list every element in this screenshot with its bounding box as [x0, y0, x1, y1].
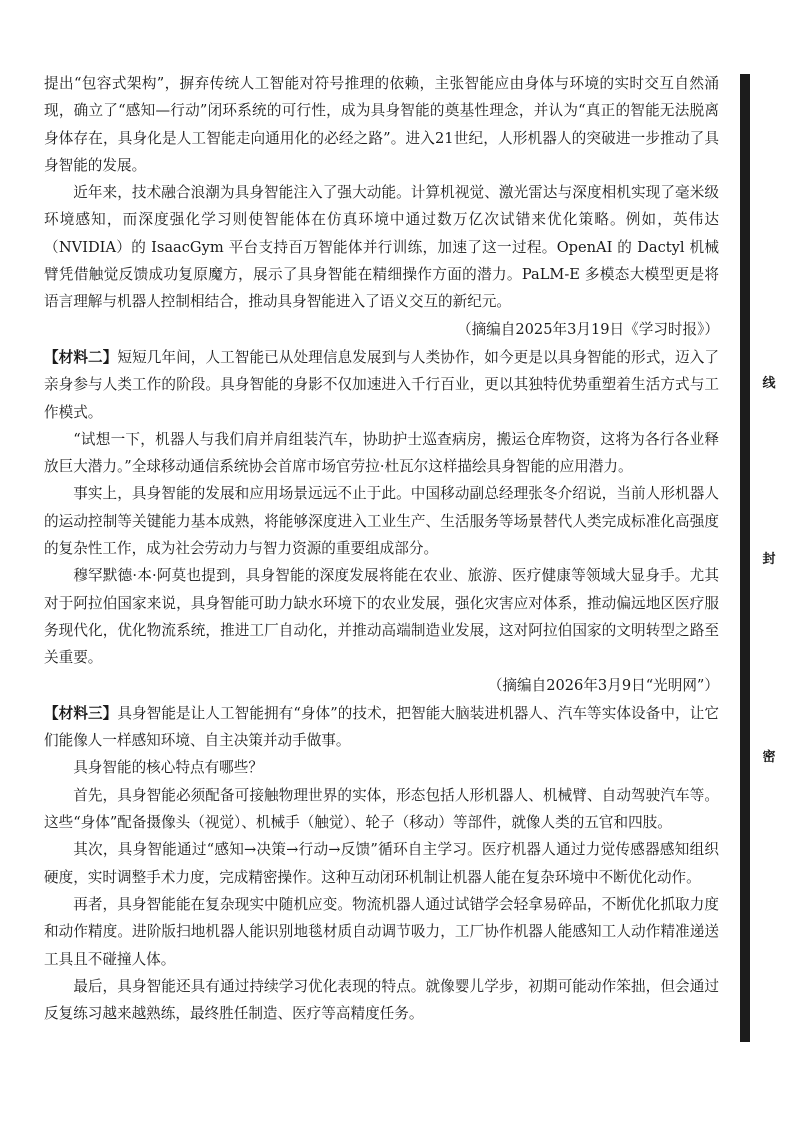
material-3-point-third: 再者，具身智能能在复杂现实中随机应变。物流机器人通过试错学会轻拿易碎品，不断优化抓取力度和动作精度。进阶版扫地机器人能识别地毯材质自动调节吸力，工厂协作机器人能感知工人动作精准递送工具且不碰撞人体。 — [44, 895, 719, 968]
material-2-paragraph-1 — [44, 344, 719, 426]
document-body — [44, 70, 719, 1027]
source-citation-2: （摘编自2026年3月9日“光明网”） — [487, 676, 719, 694]
paragraph-intro-continued: 提出“包容式架构”，摒弃传统人工智能对符号推理的依赖，主张智能应由身体与环境的实时交互自然涌现，确立了“感知—行动”闭环系统的可行性，成为具身智能的奠基性理念，并认为“真正的智能无法脱离身体存在，具身化是人工智能走向通用化的必经之路”。进入21世纪，人形机器人的突破进一步推动了具身智能的发展。 — [44, 75, 719, 174]
material-3-point-second: 其次，具身智能通过“感知→决策→行动→反馈”循环自主学习。医疗机器人通过力觉传感器感知组织硬度，实时调整手术力度，完成精密操作。这种互动闭环机制让机器人能在复杂环境中不断优化动作。 — [44, 841, 719, 886]
material-2-text-1: 短短几年间，人工智能已从处理信息发展到与人类协作，如今更是以具身智能的形式，迈入了亲身参与人类工作的阶段。具身智能的身影不仅加速进入千行百业，更以其独特优势重塑着生活方式与工作模式。 — [44, 348, 719, 421]
material-3-point-last: 最后，具身智能还具有通过持续学习优化表现的特点。就像婴儿学步，初期可能动作笨拙，但会通过反复练习越来越熟练，最终胜任制造、医疗等高精度任务。 — [44, 977, 719, 1023]
paragraph-technology-fusion: 近年来，技术融合浪潮为具身智能注入了强大动能。计算机视觉、激光雷达与深度相机实现了毫米级环境感知，而深度强化学习则使智能体在仿真环境中通过数万亿次试错来优化策略。例如，英伟达（NVIDIA）的 IsaacGym 平台支持百万智能体并行训练，加速了这一过程。OpenAI 的 Dactyl 机械臂凭借触觉反馈成功复原魔方，展示了具身智能在精细操作方面的潜力。PaLM-E 多模态大模型更是将语言理解与机器人控制相结合，推动具身智能进入了语义交互的新纪元。 — [44, 184, 719, 311]
binding-label-top: 线 — [762, 376, 776, 391]
material-2-paragraph-2: “试想一下，机器人与我们肩并肩组装汽车，协助护士巡查病房，搬运仓库物资，这将为各行各业释放巨大潜力。”全球移动通信系统协会首席市场官劳拉·杜瓦尔这样描绘具身智能的应用潜力。 — [44, 430, 719, 476]
material-3-question: 具身智能的核心特点有哪些？ — [73, 759, 263, 777]
material-2-paragraph-3: 事实上，具身智能的发展和应用场景远远不止于此。中国移动副总经理张冬介绍说，当前人形机器人的运动控制等关键能力基本成熟，将能够深度进入工业生产、生活服务等场景替代人类完成标准化高强度的复杂性工作，成为社会劳动力与智力资源的重要组成部分。 — [44, 485, 719, 558]
binding-label-middle: 封 — [762, 552, 776, 567]
material-2-label: 【材料二】 — [44, 348, 118, 366]
material-3-paragraph-1 — [44, 700, 719, 755]
material-3-text-1: 具身智能是让人工智能拥有“身体”的技术，把智能大脑装进机器人、汽车等实体设备中，让它们能像人一样感知环境、自主决策并动手做事。 — [44, 704, 719, 750]
source-citation-1: （摘编自2025年3月19日《学习时报》） — [456, 320, 719, 338]
binding-margin-bar — [740, 74, 750, 1042]
material-3-label: 【材料三】 — [44, 704, 118, 722]
material-3-point-first: 首先，具身智能必须配备可接触物理世界的实体，形态包括人形机器人、机械臂、自动驾驶汽车等。这些“身体”配备摄像头（视觉）、机械手（触觉）、轮子（移动）等部件，就像人类的五官和四肢。 — [44, 786, 719, 832]
binding-label-bottom: 密 — [762, 750, 776, 765]
material-2-paragraph-4: 穆罕默德·本·阿莫也提到，具身智能的深度发展将能在农业、旅游、医疗健康等领域大显身手。尤其对于阿拉伯国家来说，具身智能可助力缺水环境下的农业发展，强化灾害应对体系，推动偏远地区医疗服务现代化，优化物流系统，推进工厂自动化，并推动高端制造业发展，这对阿拉伯国家的文明转型之路至关重要。 — [44, 567, 719, 667]
